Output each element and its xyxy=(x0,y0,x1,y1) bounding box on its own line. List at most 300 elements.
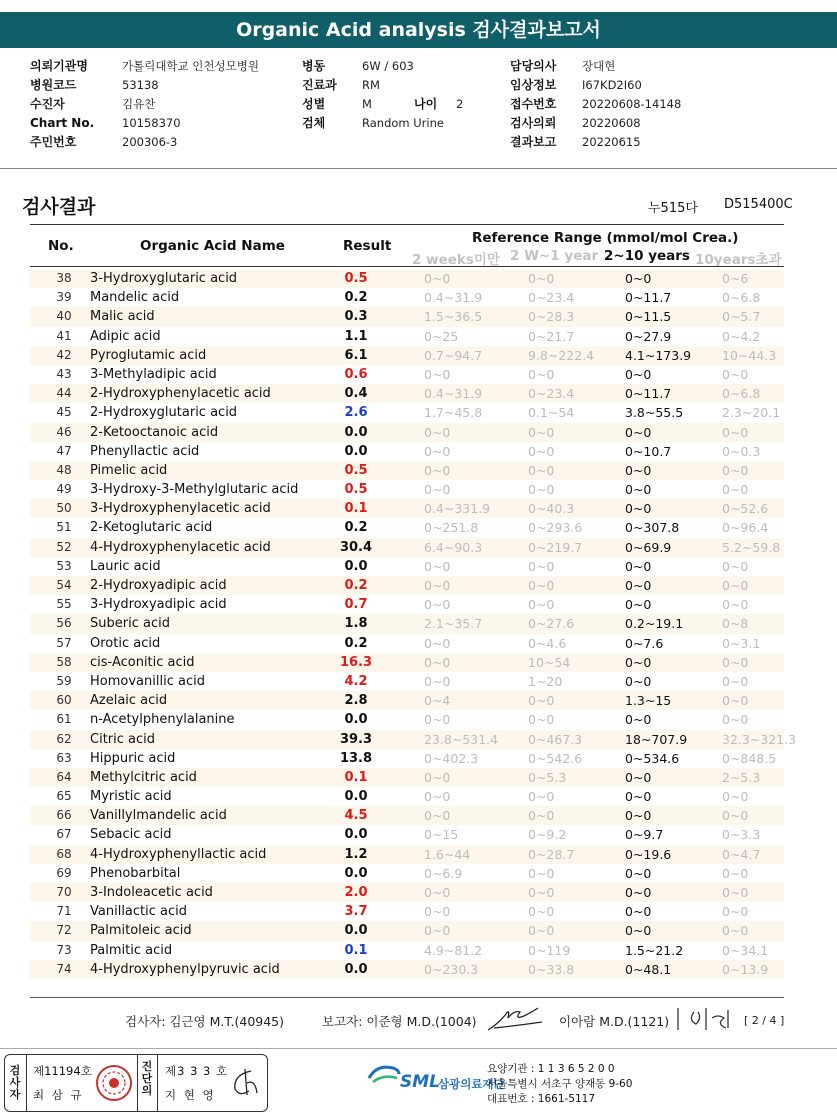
ref-range-under-2-weeks: 1.6~44 xyxy=(424,846,471,862)
ref-range-2-10y: 0~11.5 xyxy=(625,309,672,325)
acid-name: 4-Hydroxyphenylpyruvic acid xyxy=(90,961,280,977)
result-value: 1.2 xyxy=(344,846,368,862)
ref-range-under-2-weeks: 0~25 xyxy=(424,328,459,344)
row-number: 66 xyxy=(56,808,72,823)
age-label: 나이 xyxy=(414,97,438,111)
result-value: 1.8 xyxy=(344,616,368,632)
table-row xyxy=(30,691,784,710)
ref-range-2-10y: 0~48.1 xyxy=(625,961,672,977)
ref-range-under-2-weeks: 0~0 xyxy=(424,769,451,785)
ref-range-2-10y: 0~0 xyxy=(625,654,652,670)
ref-range-2-10y: 4.1~173.9 xyxy=(625,347,692,363)
table-row xyxy=(30,307,784,326)
row-number: 43 xyxy=(56,366,72,381)
acid-name: 3-Indoleacetic acid xyxy=(90,885,213,900)
result-value: 0.7 xyxy=(344,597,368,613)
acid-name: Citric acid xyxy=(90,731,155,747)
acid-name: cis-Aconitic acid xyxy=(90,654,195,670)
ref-range-over-10y: 0~0.3 xyxy=(722,443,761,459)
ref-range-over-10y: 0~0 xyxy=(722,482,749,498)
seal-icon xyxy=(95,1063,133,1103)
acid-name: Palmitoleic acid xyxy=(90,923,192,939)
ref-range-under-2-weeks: 0~4 xyxy=(424,693,451,709)
ref-range-over-10y: 0~34.1 xyxy=(722,942,769,958)
info-label: 의뢰기관명 xyxy=(30,59,88,73)
table-row xyxy=(30,442,784,461)
table-row xyxy=(30,518,784,537)
ref-range-over-10y: 0~0 xyxy=(722,462,749,478)
info-label: 성별 xyxy=(302,97,326,111)
info-row xyxy=(30,114,259,133)
row-number: 61 xyxy=(56,712,72,727)
ref-range-2-10y: 0~307.8 xyxy=(625,520,680,536)
result-value: 4.5 xyxy=(344,808,368,824)
acid-name: Suberic acid xyxy=(90,616,170,632)
table-row xyxy=(30,538,784,557)
table-row xyxy=(30,768,784,787)
acid-name: Methylcitric acid xyxy=(90,769,197,785)
ref-range-under-2-weeks: 1.5~36.5 xyxy=(424,309,483,325)
result-value: 0.5 xyxy=(344,462,368,478)
info-row xyxy=(30,133,259,152)
ref-range-over-10y: 10~44.3 xyxy=(722,347,777,363)
table-row xyxy=(30,902,784,921)
ref-range-under-2-weeks: 0~0 xyxy=(424,673,451,689)
info-row xyxy=(302,76,463,95)
ref-range-2w-1y: 0~21.7 xyxy=(528,328,575,344)
ref-range-2w-1y: 0~5.3 xyxy=(528,769,567,785)
acid-name: Phenyllactic acid xyxy=(90,443,200,459)
row-number: 74 xyxy=(56,961,72,976)
tester-license-no: 제11194호 xyxy=(33,1064,92,1078)
table-row xyxy=(30,595,784,614)
row-number: 64 xyxy=(56,769,72,784)
info-row xyxy=(30,57,259,76)
acid-name: Mandelic acid xyxy=(90,290,180,306)
ref-range-2-10y: 0~0 xyxy=(625,482,652,498)
ref-range-2w-1y: 0~40.3 xyxy=(528,501,575,517)
ref-range-over-10y: 0~0 xyxy=(722,712,749,728)
ref-range-under-2-weeks: 0~0 xyxy=(424,923,451,939)
doctor-vertical-label: 진 단 의 xyxy=(141,1060,153,1097)
ref-range-2-10y: 0~0 xyxy=(625,578,652,593)
acid-name: Phenobarbital xyxy=(90,865,181,881)
ref-range-2-10y: 1.5~21.2 xyxy=(625,942,684,958)
institution-number: 요양기관 : 1 1 3 6 5 2 0 0 xyxy=(487,1063,615,1075)
row-number: 49 xyxy=(56,482,72,497)
handwritten-signature-1 xyxy=(484,1000,546,1036)
acid-name: Lauric acid xyxy=(90,558,161,574)
result-value: 0.4 xyxy=(344,386,368,402)
table-bottom-rule xyxy=(30,997,784,998)
ref-range-under-2-weeks: 1.7~45.8 xyxy=(424,405,483,421)
row-number: 48 xyxy=(56,462,72,477)
row-number: 70 xyxy=(56,885,72,899)
info-row xyxy=(30,76,259,95)
ref-range-2w-1y: 0~0 xyxy=(528,462,555,478)
table-row xyxy=(30,461,784,480)
info-row xyxy=(302,95,463,114)
row-number: 51 xyxy=(56,520,72,535)
row-number: 54 xyxy=(56,578,72,592)
ref-range-over-10y: 0~848.5 xyxy=(722,750,777,766)
ref-range-2w-1y: 0~119 xyxy=(528,942,571,958)
header-age-group-3: 2~10 years xyxy=(604,248,690,264)
header-result: Result xyxy=(343,238,392,254)
ref-range-over-10y: 0~6 xyxy=(722,271,749,286)
row-number: 69 xyxy=(56,865,72,880)
ref-range-under-2-weeks: 4.9~81.2 xyxy=(424,942,483,958)
handwritten-signature-3 xyxy=(227,1065,261,1101)
ref-range-2w-1y: 0~0 xyxy=(528,923,555,939)
info-row xyxy=(302,114,463,133)
result-value: 0.1 xyxy=(344,501,368,517)
result-value: 39.3 xyxy=(339,731,373,747)
result-value: 2.8 xyxy=(344,693,368,709)
row-number: 63 xyxy=(56,750,72,765)
acid-name: Hippuric acid xyxy=(90,750,176,766)
info-value: I67KD2I60 xyxy=(582,78,642,92)
info-row xyxy=(510,133,681,152)
row-number: 56 xyxy=(56,616,72,631)
row-number: 55 xyxy=(56,597,72,612)
table-row xyxy=(30,557,784,576)
result-value: 0.5 xyxy=(344,271,368,286)
row-number: 52 xyxy=(56,539,72,554)
acid-name: 3-Methyladipic acid xyxy=(90,366,217,382)
header-age-group-2: 2 W~1 year xyxy=(510,248,599,264)
ref-range-over-10y: 0~0 xyxy=(722,597,749,613)
ref-range-under-2-weeks: 0~15 xyxy=(424,827,459,843)
result-value: 0.3 xyxy=(344,309,368,325)
acid-name: Palmitic acid xyxy=(90,942,173,958)
ref-range-2-10y: 0~7.6 xyxy=(625,635,664,651)
ref-range-2-10y: 0~0 xyxy=(625,501,652,517)
info-column-3 xyxy=(510,57,681,152)
reporter2-signature: 이아람 M.D.(1121) xyxy=(559,1014,670,1029)
ref-range-under-2-weeks: 0~0 xyxy=(424,558,451,574)
result-value: 0.0 xyxy=(344,443,368,459)
table-row xyxy=(30,614,784,633)
logo-name: 삼광의료재단 xyxy=(438,1077,505,1091)
ref-range-over-10y: 2.3~20.1 xyxy=(722,405,781,421)
acid-name: 2-Ketoglutaric acid xyxy=(90,520,213,536)
ref-range-over-10y: 32.3~321.3 xyxy=(722,731,797,747)
ref-range-2w-1y: 0~467.3 xyxy=(528,731,583,747)
header-no: No. xyxy=(48,238,74,254)
table-row xyxy=(30,327,784,346)
ref-range-under-2-weeks: 0~0 xyxy=(424,635,451,651)
table-row xyxy=(30,672,784,691)
info-label: 임상정보 xyxy=(510,78,557,92)
ref-range-over-10y: 0~0 xyxy=(722,578,749,593)
ref-range-over-10y: 0~0 xyxy=(722,808,749,824)
info-label: 담당의사 xyxy=(510,59,557,73)
ref-range-2w-1y: 0~0 xyxy=(528,558,555,574)
results-heading: 검사결과 xyxy=(22,196,96,218)
ref-range-2w-1y: 0~0 xyxy=(528,789,555,805)
info-label: Chart No. xyxy=(30,116,95,130)
result-value: 0.0 xyxy=(344,961,368,977)
info-value: 20220608-14148 xyxy=(582,97,682,111)
ref-range-2-10y: 0.2~19.1 xyxy=(625,616,684,632)
ref-range-over-10y: 0~96.4 xyxy=(722,520,769,536)
info-label: 접수번호 xyxy=(510,97,557,111)
ref-range-over-10y: 0~0 xyxy=(722,904,749,920)
handwritten-signature-2 xyxy=(672,1002,738,1036)
ref-range-over-10y: 0~3.3 xyxy=(722,827,761,843)
stamp-divider xyxy=(26,1055,27,1111)
info-value: 20220608 xyxy=(582,116,641,130)
ref-range-2w-1y: 0~23.4 xyxy=(528,290,575,306)
doctor-name: 지 현 영 xyxy=(165,1088,216,1102)
acid-name: 3-Hydroxy-3-Methylglutaric acid xyxy=(90,482,299,498)
ref-range-over-10y: 0~52.6 xyxy=(722,501,769,517)
acid-name: Malic acid xyxy=(90,309,155,325)
ref-range-2w-1y: 0~0 xyxy=(528,597,555,613)
ref-range-under-2-weeks: 0~0 xyxy=(424,654,451,670)
info-value: 20220615 xyxy=(582,135,641,149)
ref-range-2-10y: 0~0 xyxy=(625,789,652,805)
info-value: M xyxy=(362,97,372,111)
stamp-divider xyxy=(137,1055,138,1111)
ref-range-under-2-weeks: 0~0 xyxy=(424,424,451,440)
row-number: 60 xyxy=(56,693,72,708)
table-row xyxy=(30,787,784,806)
ref-range-2-10y: 0~0 xyxy=(625,424,652,440)
result-value: 2.6 xyxy=(344,405,368,421)
ref-range-over-10y: 0~0 xyxy=(722,789,749,805)
table-row xyxy=(30,730,797,749)
ref-range-under-2-weeks: 0~0 xyxy=(424,443,451,459)
ref-range-2w-1y: 10~54 xyxy=(528,654,571,670)
info-value: 6W / 603 xyxy=(362,59,414,73)
row-number: 41 xyxy=(56,328,72,343)
ref-range-over-10y: 0~6.8 xyxy=(722,290,761,306)
acid-name: Vanillactic acid xyxy=(90,904,188,920)
info-label: 검체 xyxy=(302,116,326,130)
table-row xyxy=(30,921,784,940)
result-value: 0.5 xyxy=(344,482,368,498)
result-value: 0.0 xyxy=(344,923,368,939)
ref-range-2-10y: 0~27.9 xyxy=(625,328,672,344)
row-number: 45 xyxy=(56,405,72,420)
row-number: 44 xyxy=(56,386,72,401)
ref-range-2w-1y: 9.8~222.4 xyxy=(528,347,595,363)
info-row xyxy=(510,114,681,133)
ref-range-2w-1y: 0~0 xyxy=(528,578,555,593)
ref-range-2-10y: 0~0 xyxy=(625,865,652,881)
result-value: 1.1 xyxy=(344,328,368,344)
ref-range-over-10y: 0~6.8 xyxy=(722,386,761,402)
ref-range-under-2-weeks: 0~0 xyxy=(424,482,451,498)
ref-range-2-10y: 0~0 xyxy=(625,904,652,920)
ref-range-under-2-weeks: 0~0 xyxy=(424,578,451,593)
ref-range-under-2-weeks: 23.8~531.4 xyxy=(424,731,499,747)
row-number: 38 xyxy=(56,271,72,285)
ref-range-2w-1y: 0~28.3 xyxy=(528,309,575,325)
ref-range-2w-1y: 0~0 xyxy=(528,885,555,900)
ref-range-2w-1y: 0~219.7 xyxy=(528,539,583,555)
page-number: [ 2 / 4 ] xyxy=(744,1014,785,1027)
acid-name: Azelaic acid xyxy=(90,693,168,709)
ref-range-2-10y: 0~11.7 xyxy=(625,290,672,306)
ref-range-over-10y: 0~0 xyxy=(722,558,749,574)
result-value: 3.7 xyxy=(344,904,368,920)
acid-name: Homovanillic acid xyxy=(90,673,205,689)
ref-range-2w-1y: 0~293.6 xyxy=(528,520,583,536)
table-row xyxy=(30,269,784,288)
acid-name: Orotic acid xyxy=(90,635,161,651)
ref-range-2-10y: 0~0 xyxy=(625,712,652,728)
ref-range-over-10y: 0~0 xyxy=(722,424,749,440)
ref-range-2w-1y: 0~0 xyxy=(528,808,555,824)
ref-range-over-10y: 0~4.7 xyxy=(722,846,761,862)
ref-range-2w-1y: 1~20 xyxy=(528,673,563,689)
ref-range-2w-1y: 0~0 xyxy=(528,712,555,728)
acid-name: 3-Hydroxyadipic acid xyxy=(90,597,227,613)
ref-range-2w-1y: 0~0 xyxy=(528,904,555,920)
result-value: 0.2 xyxy=(344,520,368,536)
acid-name: 2-Ketooctanoic acid xyxy=(90,424,219,440)
ref-range-2-10y: 0~69.9 xyxy=(625,539,672,555)
info-row xyxy=(30,95,259,114)
row-number: 57 xyxy=(56,635,72,650)
stamp-divider xyxy=(157,1055,158,1111)
ref-range-under-2-weeks: 0~0 xyxy=(424,366,451,382)
table-row xyxy=(30,480,784,499)
table-top-rule xyxy=(30,224,784,225)
ref-range-2-10y: 3.8~55.5 xyxy=(625,405,684,421)
acid-name: Sebacic acid xyxy=(90,827,172,843)
info-row xyxy=(302,57,463,76)
header-age-group-1: 2 weeks미만 xyxy=(412,252,500,268)
ref-range-under-2-weeks: 0.4~331.9 xyxy=(424,501,491,517)
header-age-group-4: 10years초과 xyxy=(695,252,782,268)
acid-name: 2-Hydroxyadipic acid xyxy=(90,578,227,593)
row-number: 50 xyxy=(56,501,72,516)
acid-name: n-Acetylphenylalanine xyxy=(90,712,235,728)
ref-range-under-2-weeks: 0~230.3 xyxy=(424,961,479,977)
row-number: 68 xyxy=(56,846,72,861)
result-value: 16.3 xyxy=(339,654,373,670)
ref-range-2-10y: 0~11.7 xyxy=(625,386,672,402)
info-value: Random Urine xyxy=(362,116,444,130)
order-code: D515400C xyxy=(724,197,793,212)
table-row xyxy=(30,384,784,403)
ref-range-over-10y: 0~0 xyxy=(722,693,749,709)
acid-name: Myristic acid xyxy=(90,789,172,805)
ref-range-under-2-weeks: 2.1~35.7 xyxy=(424,616,483,632)
test-code: 누515다 xyxy=(648,201,698,216)
table-row xyxy=(30,845,784,864)
info-label: 진료과 xyxy=(302,78,337,92)
ref-range-over-10y: 0~3.1 xyxy=(722,635,761,651)
row-number: 59 xyxy=(56,673,72,688)
result-value: 6.1 xyxy=(344,347,368,363)
ref-range-2-10y: 0~0 xyxy=(625,558,652,574)
ref-range-over-10y: 0~13.9 xyxy=(722,961,769,977)
table-row xyxy=(30,749,784,768)
result-value: 0.1 xyxy=(344,769,368,785)
acid-name: Pimelic acid xyxy=(90,462,168,478)
ref-range-2-10y: 0~0 xyxy=(625,271,652,286)
ref-range-2-10y: 0~19.6 xyxy=(625,846,672,862)
result-value: 13.8 xyxy=(339,750,373,766)
acid-name: Pyroglutamic acid xyxy=(90,347,207,363)
ref-range-2-10y: 0~0 xyxy=(625,923,652,939)
ref-range-over-10y: 2~5.3 xyxy=(722,769,761,785)
acid-name: 3-Hydroxyphenylacetic acid xyxy=(90,501,271,517)
age-value: 2 xyxy=(456,97,464,111)
ref-range-under-2-weeks: 0.7~94.7 xyxy=(424,347,483,363)
table-row xyxy=(30,864,784,883)
ref-range-2w-1y: 0~4.6 xyxy=(528,635,567,651)
info-label: 병동 xyxy=(302,59,326,73)
result-value: 2.0 xyxy=(344,885,368,900)
ref-range-over-10y: 0~0 xyxy=(722,923,749,939)
table-row xyxy=(30,365,784,384)
row-number: 58 xyxy=(56,654,72,669)
row-number: 40 xyxy=(56,309,72,324)
info-value: RM xyxy=(362,78,380,92)
info-value: 53138 xyxy=(122,78,159,92)
ref-range-2w-1y: 0~33.8 xyxy=(528,961,575,977)
ref-range-2w-1y: 0~0 xyxy=(528,271,555,286)
license-stamp-box xyxy=(4,1054,268,1112)
ref-range-2w-1y: 0~542.6 xyxy=(528,750,583,766)
doctor-license-no: 제3 3 3 호 xyxy=(165,1064,229,1078)
row-number: 39 xyxy=(56,290,72,305)
row-number: 65 xyxy=(56,789,72,804)
acid-name: 4-Hydroxyphenyllactic acid xyxy=(90,846,267,862)
ref-range-2w-1y: 0~9.2 xyxy=(528,827,567,843)
sml-logo-icon xyxy=(367,1062,401,1088)
info-column-2 xyxy=(302,57,463,133)
table-row xyxy=(30,825,784,844)
logo-wordmark: SML xyxy=(400,1072,440,1092)
info-row xyxy=(510,76,681,95)
acid-name: Adipic acid xyxy=(90,328,161,344)
table-row xyxy=(30,883,784,902)
ref-range-over-10y: 0~5.7 xyxy=(722,309,761,325)
result-value: 0.0 xyxy=(344,827,368,843)
info-value: 10158370 xyxy=(122,116,181,130)
table-row xyxy=(30,576,784,595)
ref-range-under-2-weeks: 0~0 xyxy=(424,808,451,824)
ref-range-2-10y: 18~707.9 xyxy=(625,731,688,747)
info-label: 주민번호 xyxy=(30,135,77,149)
ref-range-2w-1y: 0~23.4 xyxy=(528,386,575,402)
row-number: 42 xyxy=(56,347,72,362)
row-number: 67 xyxy=(56,827,72,842)
ref-range-under-2-weeks: 0~0 xyxy=(424,885,451,900)
ref-range-2w-1y: 0~0 xyxy=(528,865,555,881)
ref-range-under-2-weeks: 0.4~31.9 xyxy=(424,290,483,306)
acid-name: 4-Hydroxyphenylacetic acid xyxy=(90,539,271,555)
report-title: Organic Acid analysis 검사결과보고서 xyxy=(0,12,837,48)
ref-range-over-10y: 0~4.2 xyxy=(722,328,761,344)
ref-range-2-10y: 0~9.7 xyxy=(625,827,664,843)
acid-name: 3-Hydroxyglutaric acid xyxy=(90,271,238,286)
footer-divider xyxy=(0,1048,837,1049)
info-column-1 xyxy=(30,57,259,152)
header-name: Organic Acid Name xyxy=(140,238,285,254)
ref-range-over-10y: 5.2~59.8 xyxy=(722,539,781,555)
ref-range-2-10y: 1.3~15 xyxy=(625,693,672,709)
reporter-signature: 보고자: 이준형 M.D.(1004) xyxy=(322,1014,477,1029)
ref-range-under-2-weeks: 0.4~31.9 xyxy=(424,386,483,402)
